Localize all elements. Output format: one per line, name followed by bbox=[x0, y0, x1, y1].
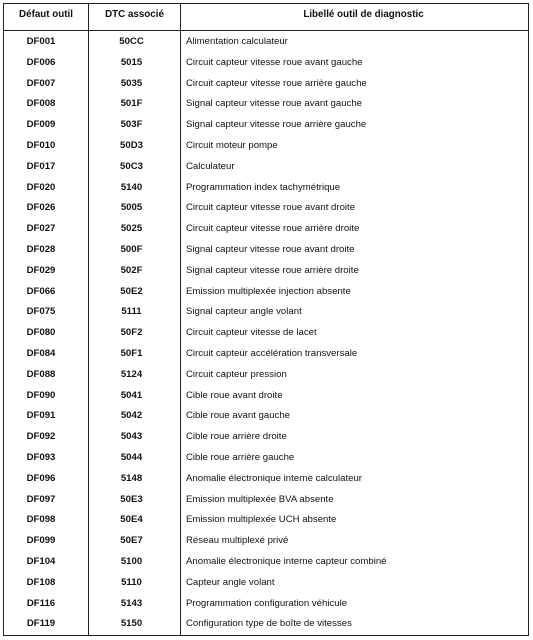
dtc-cell: 501F bbox=[89, 94, 181, 115]
diagnostic-label-cell: Circuit capteur vitesse roue avant gauche bbox=[181, 53, 529, 74]
fault-code-cell: DF009 bbox=[4, 115, 89, 136]
table-row bbox=[4, 261, 529, 282]
diagnostic-label-cell: Programmation index tachymétrique bbox=[181, 178, 529, 199]
fault-code-cell: DF093 bbox=[4, 448, 89, 469]
dtc-cell: 5140 bbox=[89, 178, 181, 199]
dtc-cell: 50CC bbox=[89, 31, 181, 53]
diagnostic-label-cell: Cible roue arrière droite bbox=[181, 427, 529, 448]
diagnostic-label-cell: Réseau multiplexé privé bbox=[181, 531, 529, 552]
fault-code-cell: DF119 bbox=[4, 614, 89, 635]
dtc-cell: 5043 bbox=[89, 427, 181, 448]
fault-code-cell: DF097 bbox=[4, 490, 89, 511]
table-row bbox=[4, 219, 529, 240]
fault-code-cell: DF116 bbox=[4, 594, 89, 615]
dtc-cell: 5005 bbox=[89, 198, 181, 219]
table-row bbox=[4, 53, 529, 74]
fault-code-cell: DF066 bbox=[4, 282, 89, 303]
diagnostic-label-cell: Signal capteur vitesse roue avant gauche bbox=[181, 94, 529, 115]
diagnostic-label-cell: Calculateur bbox=[181, 157, 529, 178]
fault-code-cell: DF026 bbox=[4, 198, 89, 219]
dtc-cell: 5100 bbox=[89, 552, 181, 573]
dtc-cell: 50F1 bbox=[89, 344, 181, 365]
table-row bbox=[4, 614, 529, 635]
dtc-cell: 5015 bbox=[89, 53, 181, 74]
dtc-cell: 5124 bbox=[89, 365, 181, 386]
diagnostic-label-cell: Signal capteur angle volant bbox=[181, 302, 529, 323]
table-row bbox=[4, 94, 529, 115]
fault-code-cell: DF080 bbox=[4, 323, 89, 344]
diagnostic-fault-table bbox=[3, 3, 529, 636]
fault-code-cell: DF017 bbox=[4, 157, 89, 178]
dtc-cell: 500F bbox=[89, 240, 181, 261]
dtc-cell: 5143 bbox=[89, 594, 181, 615]
dtc-cell: 5041 bbox=[89, 386, 181, 407]
table-row bbox=[4, 136, 529, 157]
fault-code-cell: DF084 bbox=[4, 344, 89, 365]
dtc-cell: 50E7 bbox=[89, 531, 181, 552]
table-row bbox=[4, 406, 529, 427]
fault-code-cell: DF075 bbox=[4, 302, 89, 323]
header-dtc: DTC associé bbox=[89, 4, 181, 31]
table-row bbox=[4, 115, 529, 136]
table-row bbox=[4, 74, 529, 95]
diagnostic-label-cell: Circuit capteur vitesse roue arrière gauche bbox=[181, 74, 529, 95]
fault-code-cell: DF099 bbox=[4, 531, 89, 552]
diagnostic-label-cell: Signal capteur vitesse roue avant droite bbox=[181, 240, 529, 261]
diagnostic-label-cell: Configuration type de boîte de vitesses bbox=[181, 614, 529, 635]
table-row bbox=[4, 157, 529, 178]
dtc-cell: 5111 bbox=[89, 302, 181, 323]
table-row bbox=[4, 448, 529, 469]
table-row bbox=[4, 365, 529, 386]
diagnostic-label-cell: Circuit capteur accélération transversale bbox=[181, 344, 529, 365]
diagnostic-label-cell: Circuit capteur vitesse de lacet bbox=[181, 323, 529, 344]
diagnostic-label-cell: Programmation configuration véhicule bbox=[181, 594, 529, 615]
table-row bbox=[4, 240, 529, 261]
diagnostic-label-cell: Circuit moteur pompe bbox=[181, 136, 529, 157]
fault-code-cell: DF027 bbox=[4, 219, 89, 240]
diagnostic-label-cell: Capteur angle volant bbox=[181, 573, 529, 594]
dtc-cell: 5025 bbox=[89, 219, 181, 240]
dtc-cell: 50C3 bbox=[89, 157, 181, 178]
fault-code-cell: DF028 bbox=[4, 240, 89, 261]
fault-code-cell: DF006 bbox=[4, 53, 89, 74]
diagnostic-table-container bbox=[3, 3, 528, 636]
diagnostic-label-cell: Cible roue avant droite bbox=[181, 386, 529, 407]
fault-code-cell: DF096 bbox=[4, 469, 89, 490]
table-header bbox=[4, 4, 529, 31]
table-row bbox=[4, 490, 529, 511]
diagnostic-label-cell: Circuit capteur pression bbox=[181, 365, 529, 386]
table-row bbox=[4, 344, 529, 365]
diagnostic-label-cell: Emission multiplexée BVA absente bbox=[181, 490, 529, 511]
fault-code-cell: DF104 bbox=[4, 552, 89, 573]
table-row bbox=[4, 427, 529, 448]
diagnostic-label-cell: Alimentation calculateur bbox=[181, 31, 529, 53]
dtc-cell: 5042 bbox=[89, 406, 181, 427]
header-row bbox=[4, 4, 529, 31]
fault-code-cell: DF092 bbox=[4, 427, 89, 448]
fault-code-cell: DF088 bbox=[4, 365, 89, 386]
dtc-cell: 502F bbox=[89, 261, 181, 282]
dtc-cell: 50D3 bbox=[89, 136, 181, 157]
dtc-cell: 5044 bbox=[89, 448, 181, 469]
table-row bbox=[4, 178, 529, 199]
diagnostic-label-cell: Emission multiplexée injection absente bbox=[181, 282, 529, 303]
diagnostic-label-cell: Anomalie électronique interne calculateur bbox=[181, 469, 529, 490]
fault-code-cell: DF020 bbox=[4, 178, 89, 199]
fault-code-cell: DF001 bbox=[4, 31, 89, 53]
table-row bbox=[4, 282, 529, 303]
table-row bbox=[4, 552, 529, 573]
dtc-cell: 50E4 bbox=[89, 510, 181, 531]
table-row bbox=[4, 386, 529, 407]
fault-code-cell: DF029 bbox=[4, 261, 89, 282]
table-row bbox=[4, 302, 529, 323]
table-row bbox=[4, 198, 529, 219]
dtc-cell: 50F2 bbox=[89, 323, 181, 344]
table-row bbox=[4, 510, 529, 531]
dtc-cell: 5035 bbox=[89, 74, 181, 95]
fault-code-cell: DF098 bbox=[4, 510, 89, 531]
diagnostic-label-cell: Signal capteur vitesse roue arrière gauche bbox=[181, 115, 529, 136]
fault-code-cell: DF010 bbox=[4, 136, 89, 157]
fault-code-cell: DF091 bbox=[4, 406, 89, 427]
fault-code-cell: DF007 bbox=[4, 74, 89, 95]
dtc-cell: 5148 bbox=[89, 469, 181, 490]
table-body bbox=[4, 31, 529, 636]
diagnostic-label-cell: Anomalie électronique interne capteur combiné bbox=[181, 552, 529, 573]
dtc-cell: 503F bbox=[89, 115, 181, 136]
diagnostic-label-cell: Cible roue arrière gauche bbox=[181, 448, 529, 469]
diagnostic-label-cell: Emission multiplexée UCH absente bbox=[181, 510, 529, 531]
table-row bbox=[4, 531, 529, 552]
table-row bbox=[4, 573, 529, 594]
table-row bbox=[4, 594, 529, 615]
header-fault-code: Défaut outil bbox=[4, 4, 89, 31]
table-row bbox=[4, 31, 529, 53]
table-row bbox=[4, 469, 529, 490]
dtc-cell: 5110 bbox=[89, 573, 181, 594]
diagnostic-label-cell: Cible roue avant gauche bbox=[181, 406, 529, 427]
diagnostic-label-cell: Circuit capteur vitesse roue arrière droite bbox=[181, 219, 529, 240]
diagnostic-label-cell: Signal capteur vitesse roue arrière droite bbox=[181, 261, 529, 282]
table-row bbox=[4, 323, 529, 344]
header-diagnostic-label: Libellé outil de diagnostic bbox=[181, 4, 529, 31]
dtc-cell: 50E2 bbox=[89, 282, 181, 303]
dtc-cell: 50E3 bbox=[89, 490, 181, 511]
fault-code-cell: DF090 bbox=[4, 386, 89, 407]
fault-code-cell: DF108 bbox=[4, 573, 89, 594]
fault-code-cell: DF008 bbox=[4, 94, 89, 115]
dtc-cell: 5150 bbox=[89, 614, 181, 635]
diagnostic-label-cell: Circuit capteur vitesse roue avant droite bbox=[181, 198, 529, 219]
